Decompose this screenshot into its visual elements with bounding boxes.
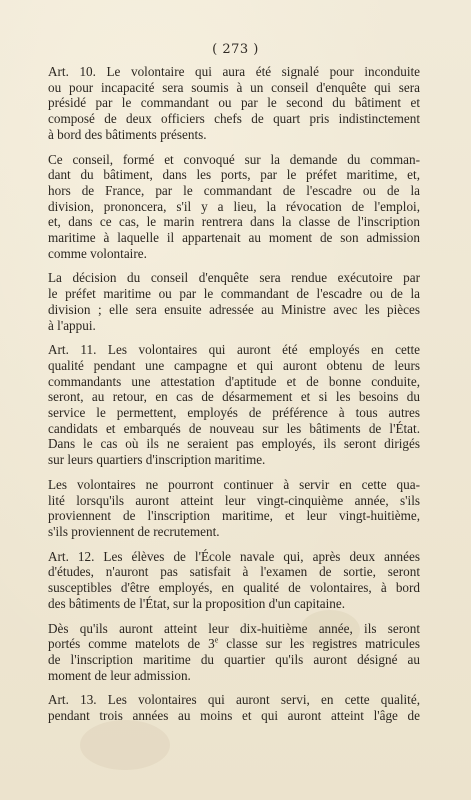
text-line: qualité pendant une campagne et qui auront obtenu de leurs xyxy=(48,357,420,373)
text-line: commandants une attestation d'aptitude et de bonne conduite, xyxy=(48,373,420,389)
paragraph xyxy=(48,342,420,468)
text-line: d'études, n'auront pas satisfait à l'examen de sortie, seront xyxy=(48,564,420,580)
paragraph xyxy=(48,692,420,723)
paragraph xyxy=(48,270,420,333)
text-line: le préfet maritime ou par le commandant de l'escadre ou de la xyxy=(48,286,420,302)
text-line: susceptibles d'être employés, en qualité de volontaires, à bord xyxy=(48,580,420,596)
text-line: Art. 12. Les élèves de l'École navale qui, après deux années xyxy=(48,548,420,564)
text-line: seront, au retour, en cas de désarmement et si les besoins du xyxy=(48,389,420,405)
paragraph xyxy=(48,621,420,684)
text-line: lité lorsqu'ils auront atteint leur vingt-cinquième année, s'ils xyxy=(48,492,420,508)
page-number: ( 273 ) xyxy=(212,42,259,57)
text-line: comme volontaire. xyxy=(48,245,147,261)
text-line: division ; elle sera ensuite adressée au Ministre avec les pièces xyxy=(48,301,420,317)
text-line: présidé par le commandant ou par le second du bâtiment et xyxy=(48,95,420,111)
paragraph xyxy=(48,152,420,262)
paragraph xyxy=(48,549,420,612)
text-line: Art. 10. Le volontaire qui aura été signalé pour inconduite xyxy=(48,64,420,79)
text-line: candidats et embarqués de nouveau sur les bâtiments de l'État. xyxy=(48,420,420,436)
paragraph xyxy=(48,64,420,143)
text-line: à l'appui. xyxy=(48,317,96,333)
text-line: et, dans ce cas, le marin rentrera dans la classe de l'inscription xyxy=(48,214,420,230)
text-line: portés comme matelots de 3e classe sur les registres matricules xyxy=(48,635,420,652)
text-line: composé de deux officiers chefs de quart pris indistinctement xyxy=(48,111,420,127)
text-line: sur leurs quartiers d'inscription maritime. xyxy=(48,452,266,468)
text-line: ou pour incapacité sera soumis à un conseil d'enquête qui sera xyxy=(48,79,420,95)
text-line: Ce conseil, formé et convoqué sur la demande du comman- xyxy=(48,151,420,167)
text-line: de l'inscription maritime du quartier qu'ils auront désigné au xyxy=(48,651,420,667)
text-line: moment de leur admission. xyxy=(48,667,191,683)
text-line: division, prononcera, s'il y a lieu, la révocation de l'emploi, xyxy=(48,198,420,214)
text-line: à bord des bâtiments présents. xyxy=(48,126,207,142)
text-line: Art. 13. Les volontaires qui auront servi, en cette qualité, xyxy=(48,692,420,708)
text-line: pendant trois années au moins et qui auront atteint l'âge de xyxy=(48,708,420,724)
paragraph xyxy=(48,477,420,540)
text-line: proviennent de l'inscription maritime, et leur vingt-huitième, xyxy=(48,508,420,524)
text-line: service le permettent, employés de préférence à tous autres xyxy=(48,405,420,421)
text-line: dant du bâtiment, dans les ports, par le préfet maritime, et, xyxy=(48,167,420,183)
text-line: Art. 11. Les volontaires qui auront été employés en cette xyxy=(48,342,420,358)
text-line: Les volontaires ne pourront continuer à servir en cette qua- xyxy=(48,476,420,492)
text-line: Dès qu'ils auront atteint leur dix-huitième année, ils seront xyxy=(48,620,420,636)
page-body xyxy=(48,64,420,733)
text-line: des bâtiments de l'État, sur la proposition d'un capitaine. xyxy=(48,595,346,611)
text-line: hors de France, par le commandant de l'escadre ou de la xyxy=(48,182,420,198)
text-line: Dans le cas où ils ne seraient pas employés, ils seront dirigés xyxy=(48,436,420,452)
text-line: maritime à laquelle il appartenait au moment de son admission xyxy=(48,230,420,246)
text-line: La décision du conseil d'enquête sera rendue exécutoire par xyxy=(48,270,420,286)
text-line: s'ils proviennent de recrutement. xyxy=(48,523,220,539)
